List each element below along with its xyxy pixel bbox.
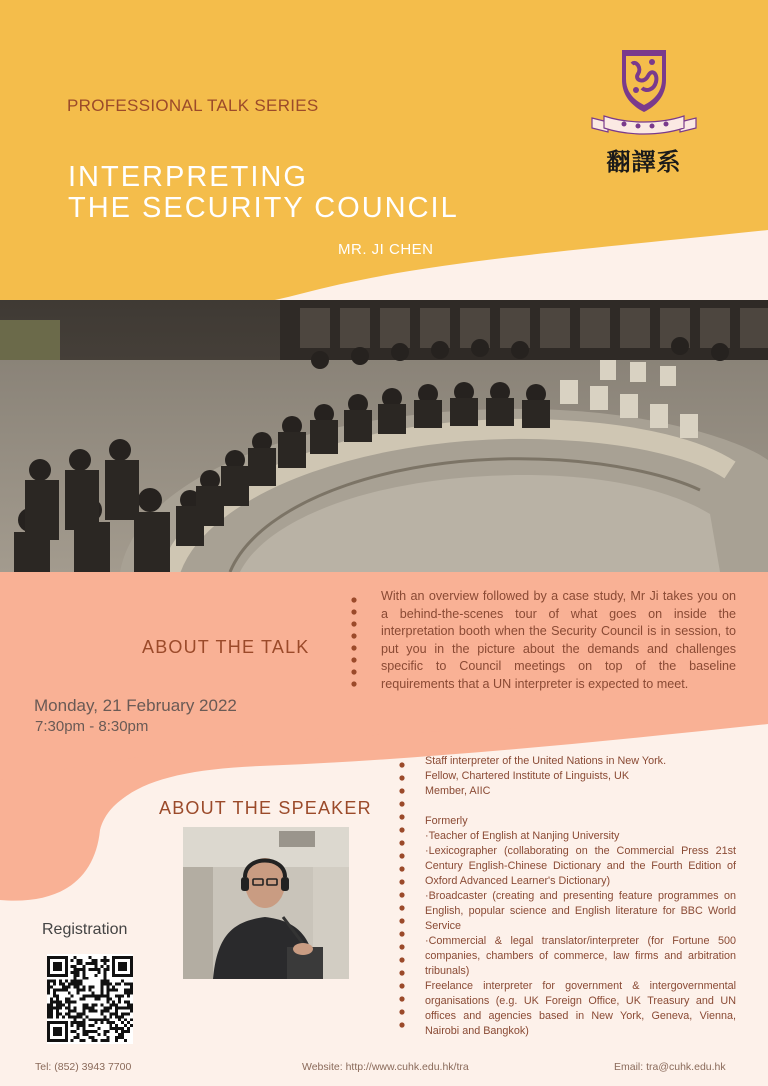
dotted-divider-speaker bbox=[398, 762, 406, 1034]
footer-tel: Tel: (852) 3943 7700 bbox=[35, 1061, 132, 1073]
talk-date: Monday, 21 February 2022 bbox=[34, 696, 237, 715]
bio-line-ciol: Fellow, Chartered Institute of Linguists, UK bbox=[425, 770, 630, 782]
bio-spacer bbox=[425, 799, 736, 814]
bio-line-formerly: Formerly bbox=[425, 815, 468, 827]
series-label: PROFESSIONAL TALK SERIES bbox=[67, 96, 319, 115]
footer-email[interactable]: Email: tra@cuhk.edu.hk bbox=[614, 1061, 726, 1073]
bio-line-un: Staff interpreter of the United Nations in New York. bbox=[425, 755, 667, 767]
bio-line-freelance: Freelance interpreter for government & intergovernmental organisations (e.g. UK Foreign Office, UK Treasury and UN offices and agencies based in New York, Geneva, Vienna, Nairobi and Bangkok) bbox=[425, 980, 736, 1037]
bio-line-broadcaster: ·Broadcaster (creating and presenting feature programmes on English, popular science and English literature for BBC World Service bbox=[425, 890, 736, 932]
talk-title bbox=[68, 162, 459, 224]
crest-ribbon-icon bbox=[588, 112, 700, 136]
talk-description: With an overview followed by a case study, Mr Ji takes you on a behind-the-scenes tour of what goes on inside the interpretation booth when the Security Council is in session, to put you in the picture about the demands and challenges specific to Council meetings on top of the baseline requirements that a UN interpreter is expected to meet. bbox=[381, 589, 736, 691]
registration-label: Registration bbox=[42, 921, 128, 938]
speaker-bio bbox=[425, 754, 736, 1039]
talk-title-line1: INTERPRETING bbox=[68, 161, 308, 193]
bio-line-teacher: ·Teacher of English at Nanjing University bbox=[425, 830, 620, 842]
talk-title-line2: THE SECURITY COUNCIL bbox=[68, 192, 459, 224]
dotted-divider-talk bbox=[350, 597, 358, 693]
bio-line-lexicographer: ·Lexicographer (collaborating on the Commercial Press 21st Century English-Chinese Dictionary and the Fourth Edition of Oxford Advanced Learner's Dictionary) bbox=[425, 845, 736, 887]
bio-line-translator: ·Commercial & legal translator/interpreter (for Fortune 500 companies, chambers of commerce, law firms and arbitration tribunals) bbox=[425, 935, 736, 977]
about-speaker-heading: ABOUT THE SPEAKER bbox=[159, 798, 372, 818]
footer-website[interactable]: Website: http://www.cuhk.edu.hk/tra bbox=[302, 1061, 469, 1073]
security-council-photo bbox=[0, 300, 768, 572]
bio-line-aiic: Member, AIIC bbox=[425, 785, 491, 797]
speaker-photo bbox=[183, 827, 349, 979]
talk-time: 7:30pm - 8:30pm bbox=[35, 718, 149, 735]
department-logo bbox=[588, 46, 700, 176]
qr-code-icon[interactable] bbox=[47, 954, 133, 1044]
speaker-name: MR. JI CHEN bbox=[338, 241, 434, 258]
cuhk-crest-icon bbox=[616, 46, 672, 114]
department-name-chinese: 翻譯系 bbox=[606, 147, 682, 176]
about-talk-heading: ABOUT THE TALK bbox=[142, 637, 310, 657]
